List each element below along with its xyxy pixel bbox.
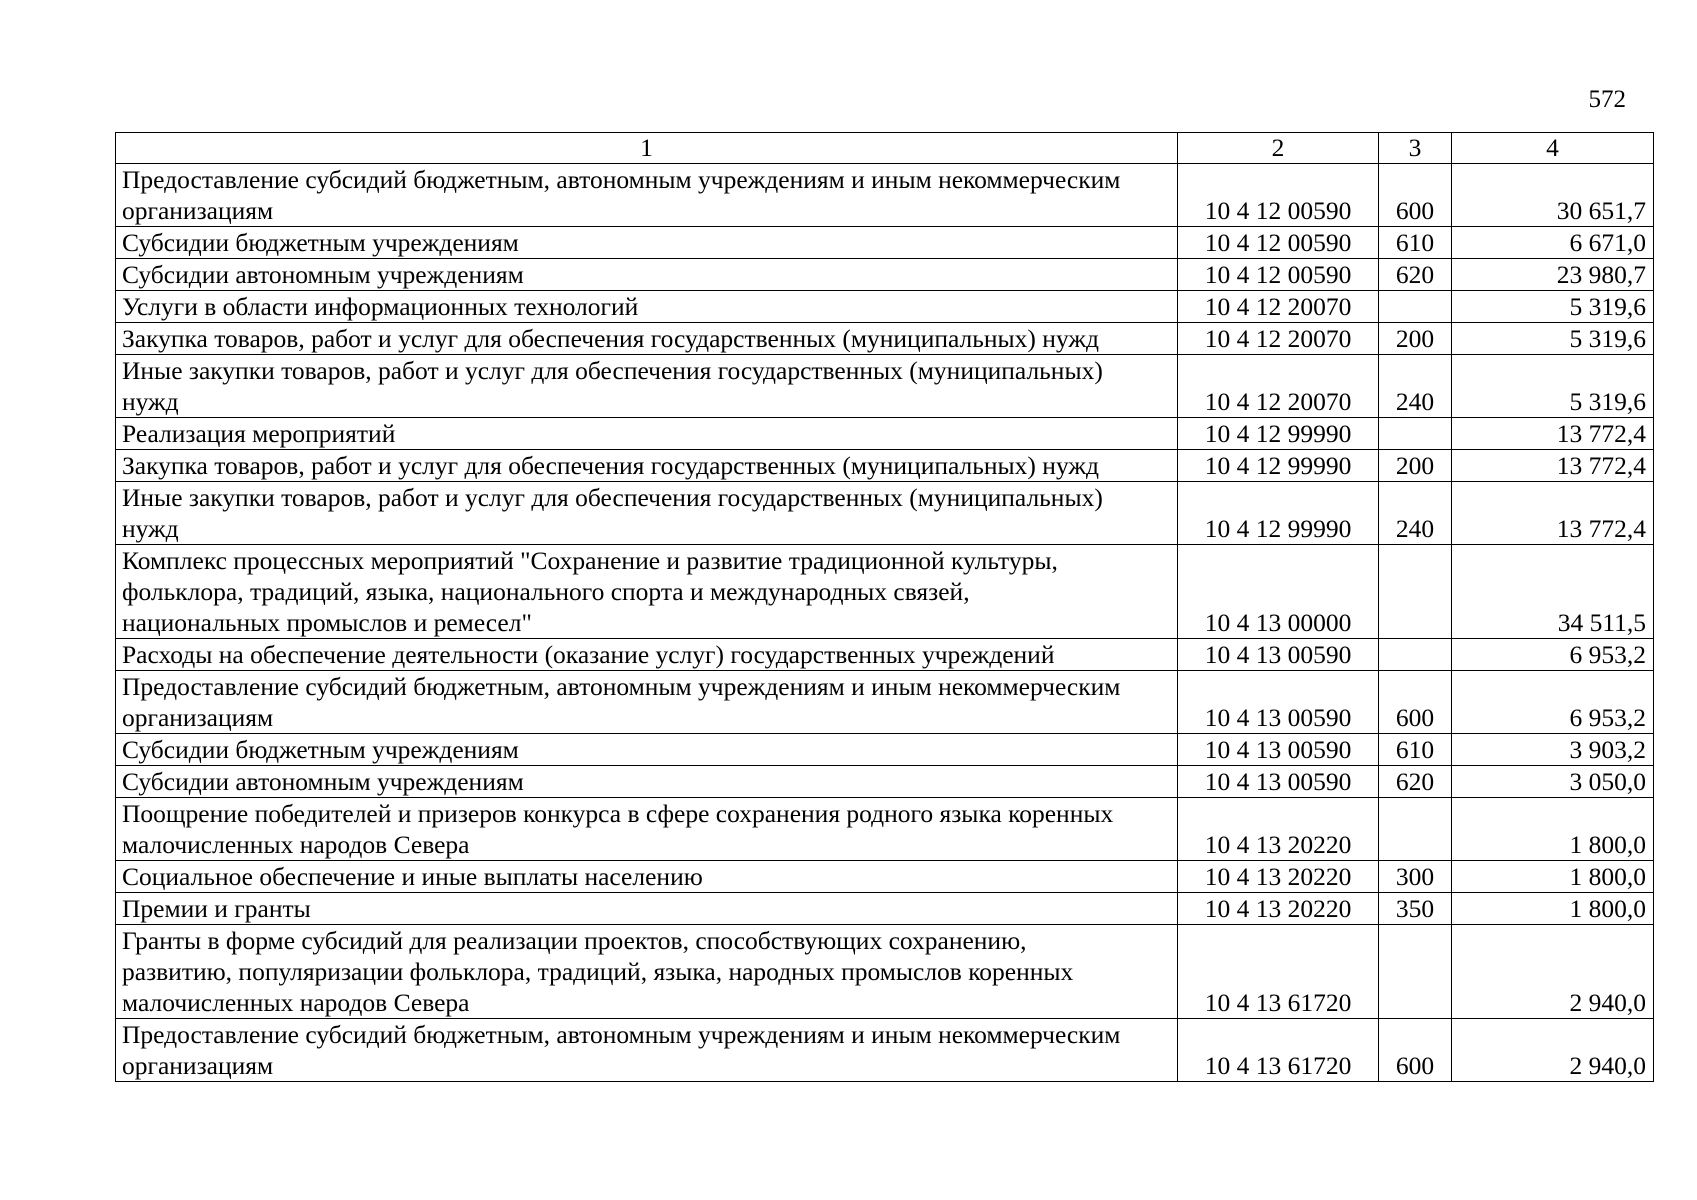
budget-table — [115, 132, 1654, 1082]
row-name-line: Премии и гранты — [122, 894, 311, 923]
table-row — [116, 418, 1654, 450]
row-type-cell: 600 — [1379, 164, 1452, 227]
row-name-line: Поощрение победителей и призеров конкурса в сфере сохранения родного языка коренных — [122, 799, 1114, 828]
row-type-cell: 300 — [1379, 861, 1452, 893]
row-name-cell — [116, 925, 1178, 1019]
row-type-cell — [1379, 925, 1452, 1019]
row-amount-cell: 13 772,4 — [1452, 450, 1654, 482]
row-code-cell: 10 4 12 00590 — [1178, 227, 1379, 259]
row-name-cell — [116, 291, 1178, 323]
row-type-cell: 350 — [1379, 893, 1452, 925]
row-amount-cell: 6 953,2 — [1452, 671, 1654, 734]
row-type-cell — [1379, 291, 1452, 323]
table-row — [116, 291, 1654, 323]
column-header-2: 2 — [1178, 133, 1379, 164]
row-amount-cell: 3 050,0 — [1452, 766, 1654, 798]
row-code-cell: 10 4 12 99990 — [1178, 418, 1379, 450]
row-name-line: Предоставление субсидий бюджетным, автономным учреждениям и иным некоммерческим — [122, 165, 1121, 194]
row-name-cell — [116, 259, 1178, 291]
row-amount-cell: 34 511,5 — [1452, 545, 1654, 639]
row-type-cell: 600 — [1379, 671, 1452, 734]
column-header-1: 1 — [116, 133, 1178, 164]
table-row — [116, 323, 1654, 355]
row-name-line: развитию, популяризации фольклора, традиций, языка, народных промыслов коренных — [122, 957, 1074, 986]
table-row — [116, 671, 1654, 734]
row-amount-cell: 6 671,0 — [1452, 227, 1654, 259]
table-row — [116, 639, 1654, 671]
row-name-line: Субсидии бюджетным учреждениям — [122, 735, 519, 764]
row-name-cell — [116, 766, 1178, 798]
row-code-cell: 10 4 12 20070 — [1178, 291, 1379, 323]
row-name-line: Реализация мероприятий — [122, 419, 396, 448]
row-type-cell: 610 — [1379, 734, 1452, 766]
row-amount-cell: 5 319,6 — [1452, 291, 1654, 323]
row-code-cell: 10 4 12 20070 — [1178, 355, 1379, 418]
row-type-cell: 200 — [1379, 323, 1452, 355]
row-name-line: национальных промыслов и ремесел" — [122, 608, 532, 637]
row-name-line: малочисленных народов Севера — [122, 830, 470, 859]
row-amount-cell: 3 903,2 — [1452, 734, 1654, 766]
table-row — [116, 1019, 1654, 1082]
row-name-cell — [116, 893, 1178, 925]
row-amount-cell: 6 953,2 — [1452, 639, 1654, 671]
row-name-cell — [116, 798, 1178, 861]
row-type-cell — [1379, 639, 1452, 671]
row-type-cell: 620 — [1379, 766, 1452, 798]
table-row — [116, 259, 1654, 291]
row-name-line: организациям — [122, 703, 274, 732]
row-name-cell — [116, 450, 1178, 482]
row-name-line: фольклора, традиций, языка, национального спорта и международных связей, — [122, 577, 970, 606]
row-type-cell — [1379, 798, 1452, 861]
row-name-line: Предоставление субсидий бюджетным, автономным учреждениям и иным некоммерческим — [122, 672, 1121, 701]
row-name-line: Субсидии бюджетным учреждениям — [122, 228, 519, 257]
row-name-cell — [116, 861, 1178, 893]
table-row — [116, 798, 1654, 861]
row-code-cell: 10 4 13 00590 — [1178, 734, 1379, 766]
row-amount-cell: 30 651,7 — [1452, 164, 1654, 227]
row-code-cell: 10 4 12 00590 — [1178, 259, 1379, 291]
row-name-line: Социальное обеспечение и иные выплаты населению — [122, 862, 703, 891]
row-code-cell: 10 4 13 20220 — [1178, 893, 1379, 925]
row-code-cell: 10 4 13 00590 — [1178, 671, 1379, 734]
table-row — [116, 925, 1654, 1019]
row-name-line: Иные закупки товаров, работ и услуг для обеспечения государственных (муниципальных) — [122, 356, 1103, 385]
row-name-cell — [116, 227, 1178, 259]
table-row — [116, 164, 1654, 227]
table-row — [116, 766, 1654, 798]
column-header-4: 4 — [1452, 133, 1654, 164]
row-code-cell: 10 4 13 61720 — [1178, 925, 1379, 1019]
row-code-cell: 10 4 13 00590 — [1178, 639, 1379, 671]
row-code-cell: 10 4 13 61720 — [1178, 1019, 1379, 1082]
row-amount-cell: 5 319,6 — [1452, 323, 1654, 355]
row-name-line: организациям — [122, 1051, 274, 1080]
row-name-line: Закупка товаров, работ и услуг для обеспечения государственных (муниципальных) нужд — [122, 324, 1099, 353]
row-name-cell — [116, 323, 1178, 355]
row-type-cell: 240 — [1379, 482, 1452, 545]
row-amount-cell: 13 772,4 — [1452, 482, 1654, 545]
table-row — [116, 861, 1654, 893]
row-type-cell: 620 — [1379, 259, 1452, 291]
row-code-cell: 10 4 13 00000 — [1178, 545, 1379, 639]
row-type-cell — [1379, 545, 1452, 639]
row-name-cell — [116, 545, 1178, 639]
table-row — [116, 227, 1654, 259]
table-row — [116, 450, 1654, 482]
row-name-line: нужд — [122, 514, 179, 543]
row-name-line: Гранты в форме субсидий для реализации проектов, способствующих сохранению, — [122, 926, 1027, 955]
header-row — [116, 133, 1654, 164]
row-name-line: Услуги в области информационных технологий — [122, 292, 639, 321]
row-type-cell: 200 — [1379, 450, 1452, 482]
row-type-cell — [1379, 418, 1452, 450]
row-name-cell — [116, 734, 1178, 766]
row-name-cell — [116, 1019, 1178, 1082]
row-code-cell: 10 4 13 20220 — [1178, 861, 1379, 893]
row-code-cell: 10 4 12 20070 — [1178, 323, 1379, 355]
row-name-line: Предоставление субсидий бюджетным, автономным учреждениям и иным некоммерческим — [122, 1020, 1121, 1049]
row-name-line: организациям — [122, 196, 274, 225]
row-amount-cell: 2 940,0 — [1452, 925, 1654, 1019]
row-amount-cell: 2 940,0 — [1452, 1019, 1654, 1082]
row-amount-cell: 5 319,6 — [1452, 355, 1654, 418]
row-type-cell: 600 — [1379, 1019, 1452, 1082]
table-body — [116, 133, 1654, 1082]
row-name-line: Субсидии автономным учреждениям — [122, 767, 524, 796]
row-amount-cell: 13 772,4 — [1452, 418, 1654, 450]
table-row — [116, 482, 1654, 545]
row-type-cell: 610 — [1379, 227, 1452, 259]
row-name-line: Субсидии автономным учреждениям — [122, 260, 524, 289]
row-name-line: малочисленных народов Севера — [122, 988, 470, 1017]
table-row — [116, 545, 1654, 639]
column-header-3: 3 — [1379, 133, 1452, 164]
row-type-cell: 240 — [1379, 355, 1452, 418]
row-name-cell — [116, 418, 1178, 450]
row-code-cell: 10 4 12 99990 — [1178, 450, 1379, 482]
page-number: 572 — [1588, 86, 1626, 113]
row-name-line: Закупка товаров, работ и услуг для обеспечения государственных (муниципальных) нужд — [122, 451, 1099, 480]
row-name-cell — [116, 482, 1178, 545]
table-row — [116, 355, 1654, 418]
row-name-line: Расходы на обеспечение деятельности (оказание услуг) государственных учреждений — [122, 640, 1055, 669]
row-code-cell: 10 4 13 20220 — [1178, 798, 1379, 861]
row-code-cell: 10 4 12 00590 — [1178, 164, 1379, 227]
row-name-line: нужд — [122, 387, 179, 416]
row-name-line: Иные закупки товаров, работ и услуг для обеспечения государственных (муниципальных) — [122, 483, 1103, 512]
row-name-cell — [116, 164, 1178, 227]
row-name-cell — [116, 671, 1178, 734]
row-name-cell — [116, 355, 1178, 418]
row-amount-cell: 1 800,0 — [1452, 893, 1654, 925]
row-amount-cell: 1 800,0 — [1452, 861, 1654, 893]
row-amount-cell: 23 980,7 — [1452, 259, 1654, 291]
row-name-line: Комплекс процессных мероприятий "Сохранение и развитие традиционной культуры, — [122, 546, 1058, 575]
table-row — [116, 734, 1654, 766]
row-name-cell — [116, 639, 1178, 671]
table-row — [116, 893, 1654, 925]
row-code-cell: 10 4 12 99990 — [1178, 482, 1379, 545]
row-code-cell: 10 4 13 00590 — [1178, 766, 1379, 798]
row-amount-cell: 1 800,0 — [1452, 798, 1654, 861]
